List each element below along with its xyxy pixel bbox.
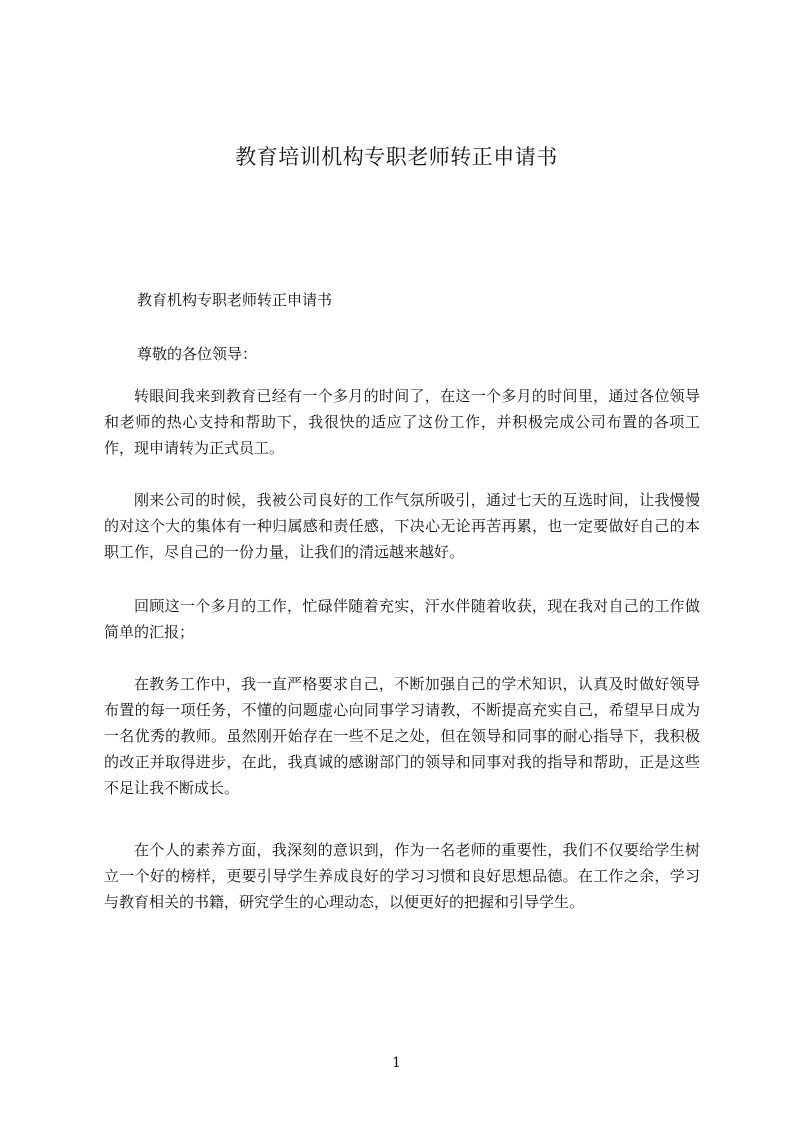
paragraph-5: 在个人的素养方面，我深刻的意识到，作为一名老师的重要性，我们不仅要给学生树立一个好的榜样，更要引导学生养成良好的学习习惯和良好思想品德。在工作之余，学习与教育相关的书籍，研究学生的心理动态，以便更好的把握和引导学生。 <box>104 841 700 911</box>
paragraph-1: 转眼间我来到教育已经有一个多月的时间了，在这一个多月的时间里，通过各位领导和老师的热心支持和帮助下，我很快的适应了这份工作，并积极完成公司布置的各项工作，现申请转为正式员工。 <box>104 387 700 457</box>
paragraph-4: 在教务工作中，我一直严格要求自己，不断加强自己的学术知识，认真及时做好领导布置的每一项任务，不懂的问题虚心向同事学习请教，不断提高充实自己，希望早日成为一名优秀的教师。虽然刚开始存在一些不足之处，但在领导和同事的耐心指导下，我积极的改正并取得进步，在此，我真诚的感谢部门的领导和同事对我的指导和帮助，正是这些不足让我不断成长。 <box>104 675 700 797</box>
page-number: 1 <box>392 1055 401 1071</box>
document-subtitle: 教育机构专职老师转正申请书 <box>137 291 333 309</box>
salutation: 尊敬的各位领导： <box>137 345 258 363</box>
paragraph-2: 刚来公司的时候，我被公司良好的工作气氛所吸引，通过七天的互选时间，让我慢慢的对这个大的集体有一种归属感和责任感，下决心无论再苦再累，也一定要做好自己的本职工作，尽自己的一份力量，让我们的清远越来越好。 <box>104 491 700 561</box>
document-title: 教育培训机构专职老师转正申请书 <box>235 145 558 169</box>
paragraph-3: 回顾这一个多月的工作，忙碌伴随着充实，汗水伴随着收获，现在我对自己的工作做简单的汇报； <box>104 597 700 641</box>
